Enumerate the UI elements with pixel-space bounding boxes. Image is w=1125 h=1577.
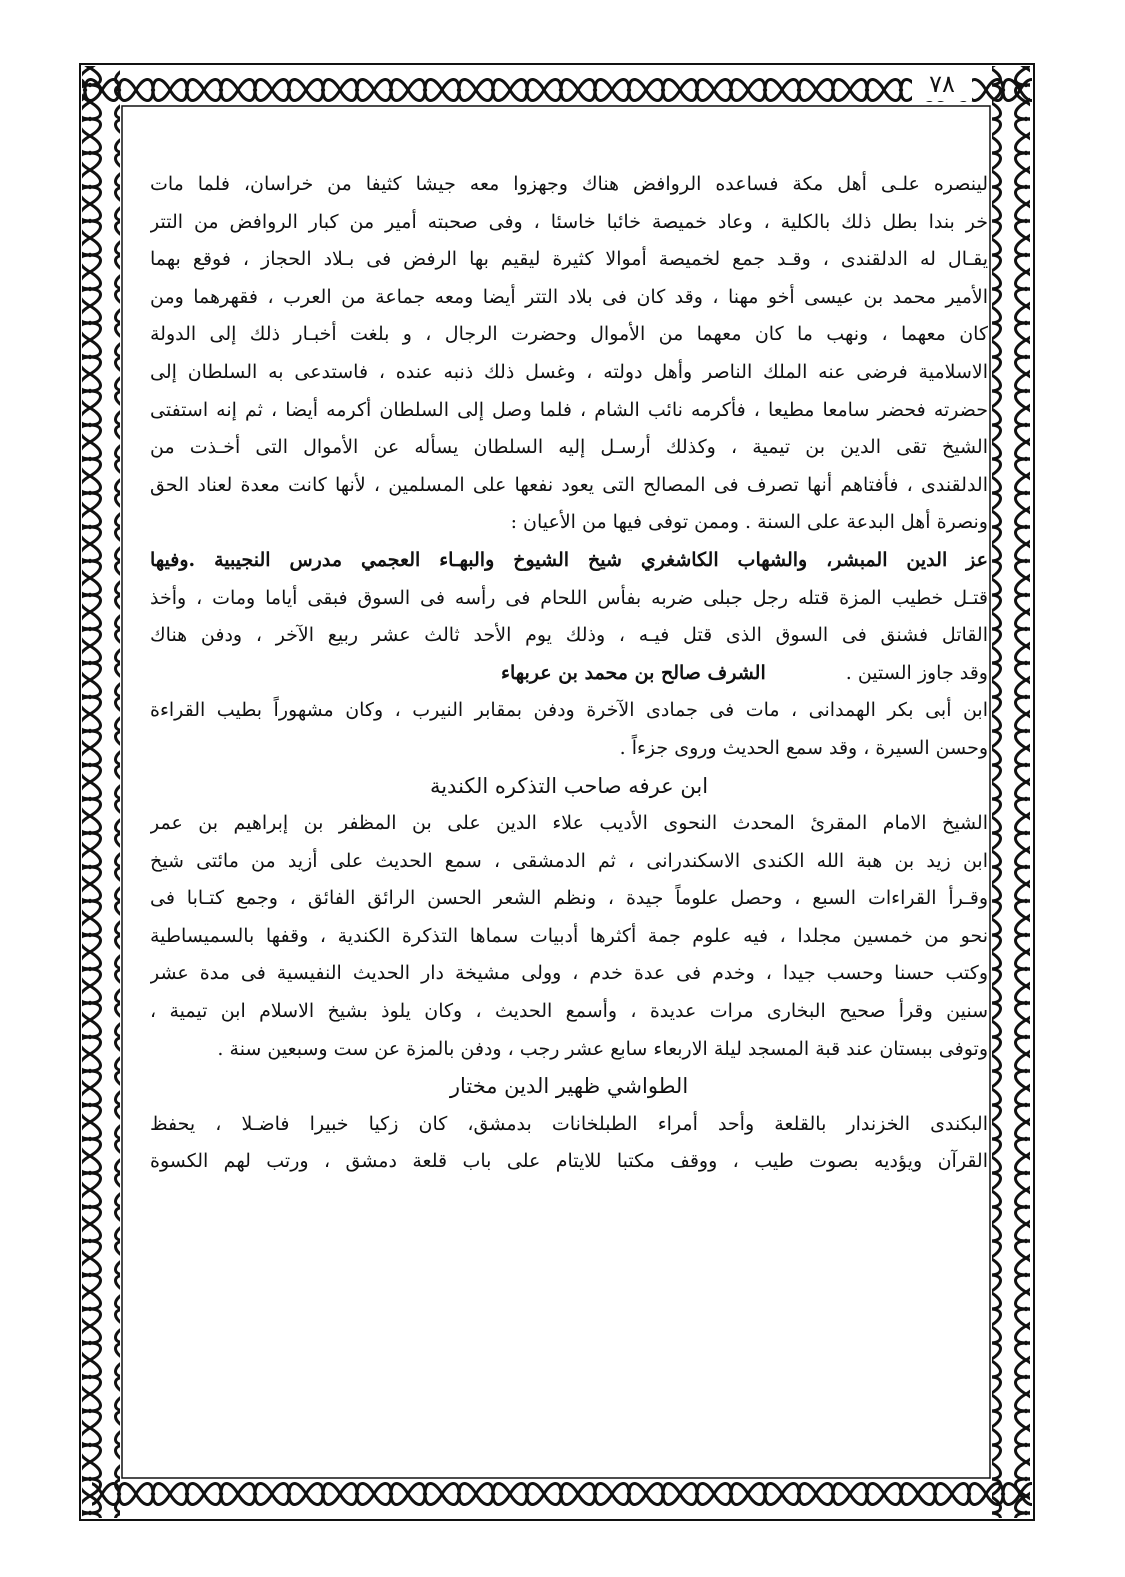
section-heading: ابن عرفه صاحب التذكره الكندية	[429, 773, 709, 798]
text-line: ابن زيد بن هبة الله الكندى الاسكندرانى ، ثم الدمشقى ، سمع الحديث على أزيد من مائتى شيخ	[150, 849, 988, 872]
text-line: ونصرة أهل البدعة على السنة . وممن توفى فيها من الأعيان :	[510, 511, 988, 534]
section-heading: الطواشي ظهير الدين مختار	[449, 1074, 689, 1099]
text-line: كان معهما ، ونهب ما كان معهما من الأموال وحضرت الرجال ، و بلغت أخبـار ذلك إلى الدولة	[150, 323, 988, 346]
text-line: نحو من خمسين مجلدا ، فيه علوم جمة أكثرها أدبيات سماها التذكرة الكندية ، وقفها بالسميساطية	[150, 924, 988, 947]
text-line-mixed	[150, 655, 988, 693]
text-line: الشيخ تقى الدين بن تيمية ، وكذلك أرسـل إليه السلطان يسأله عن الأموال التى أخـذت من	[150, 436, 988, 459]
text-line: الأمير محمد بن عيسى أخو مهنا ، وقد كان فى بلاد التتر أيضا ومعه جماعة من العرب ، فقهرهما ومن	[150, 285, 988, 308]
text-line: وحسن السيرة ، وقد سمع الحديث وروى جزءاً .	[619, 736, 988, 759]
page-number: ٧٨	[912, 67, 972, 101]
text-line: حضرته فحضر سامعا مطيعا ، فأكرمه نائب الشام ، فلما وصل إلى السلطان أكرمه أيضا ، ثم إنه استفتى	[150, 398, 988, 421]
text-line: قتـل خطيب المزة قتله رجل جبلى ضربه بفأس اللحام فى رأسه فى السوق فبقى أياما ومات ، وأخذ	[150, 586, 988, 609]
text-line: القرآن ويؤديه بصوت طيب ، ووقف مكتبا للايتام على باب قلعة دمشق ، ورتب لهم الكسوة	[150, 1150, 988, 1173]
text-line: ابن أبى بكر الهمدانى ، مات فى جمادى الآخرة ودفن بمقابر النيرب ، وكان مشهوراً بطيب القراءة	[150, 699, 988, 722]
text-line: الدلقندى ، فأفتاهم أنها تصرف فى المصالح التى يعود نفعها على المسلمين ، لأنها كانت معدة لعناد الحق	[150, 473, 988, 496]
text-line: سنين وقرأ صحيح البخارى مرات عديدة ، وأسمع الحديث ، وكان يلوذ بشيخ الاسلام ابن تيمية ،	[150, 1000, 988, 1023]
text-line: وقـرأ القراءات السبع ، وحصل علوماً جيدة ، ونظم الشعر الحسن الرائق الفائق ، وجمع كتـابا فى	[150, 887, 988, 910]
text-line: لينصره علـى أهل مكة فساعده الروافض هناك وجهزوا معه جيشا كثيفا من خراسان، فلما مات	[150, 173, 988, 195]
text-line: الاسلامية فرضى عنه الملك الناصر وأهل دولته ، وغسل ذلك ذنبه عنده ، فاستدعى به السلطان إلى	[150, 360, 988, 383]
text-line: الشيخ الامام المقرئ المحدث النحوى الأديب علاء الدين على بن المظفر بن إبراهيم بن عمر	[150, 812, 988, 835]
text-line: وتوفى ببستان عند قبة المسجد ليلة الاربعاء سابع عشر رجب ، ودفن بالمزة عن ست وسبعين سنة .	[217, 1037, 988, 1060]
text-line-start: وقد جاوز الستين .	[845, 661, 988, 684]
text-line: القاتل فشنق فى السوق الذى قتل فيـه ، وذلك يوم الأحد ثالث عشر ربيع الآخر ، ودفن هناك	[150, 624, 988, 647]
notable-deaths-line: عز الدين المبشر، والشهاب الكاشغري شيخ الشيوخ والبهـاء العجمي مدرس النجيبية .وفيها	[150, 548, 988, 571]
text-line: وكتب حسنا وحسب جيدا ، وخدم فى عدة خدم ، وولى مشيخة دار الحديث النفيسية فى مدة عشر	[150, 962, 988, 985]
text-line: يقـال له الدلقندى ، وقـد جمع لخميصة أموالا كثيرة ليقيم بها الرفض فى بـلاد الحجاز ، فوقع بهما	[150, 248, 988, 271]
page-body	[150, 166, 988, 1181]
biography-name-inline: الشرف صالح بن محمد بن عربهاء	[501, 661, 766, 684]
text-line: خر بندا بطل ذلك بالكلية ، وعاد خميصة خائبا خاسئا ، وفى صحبته أمير من كبار الروافض من التتر	[150, 210, 988, 233]
text-line: البكندى الخزندار بالقلعة وأحد أمراء الطبلخانات بدمشق، كان زكيا خبيرا فاضـلا ، يحفظ	[150, 1112, 988, 1135]
